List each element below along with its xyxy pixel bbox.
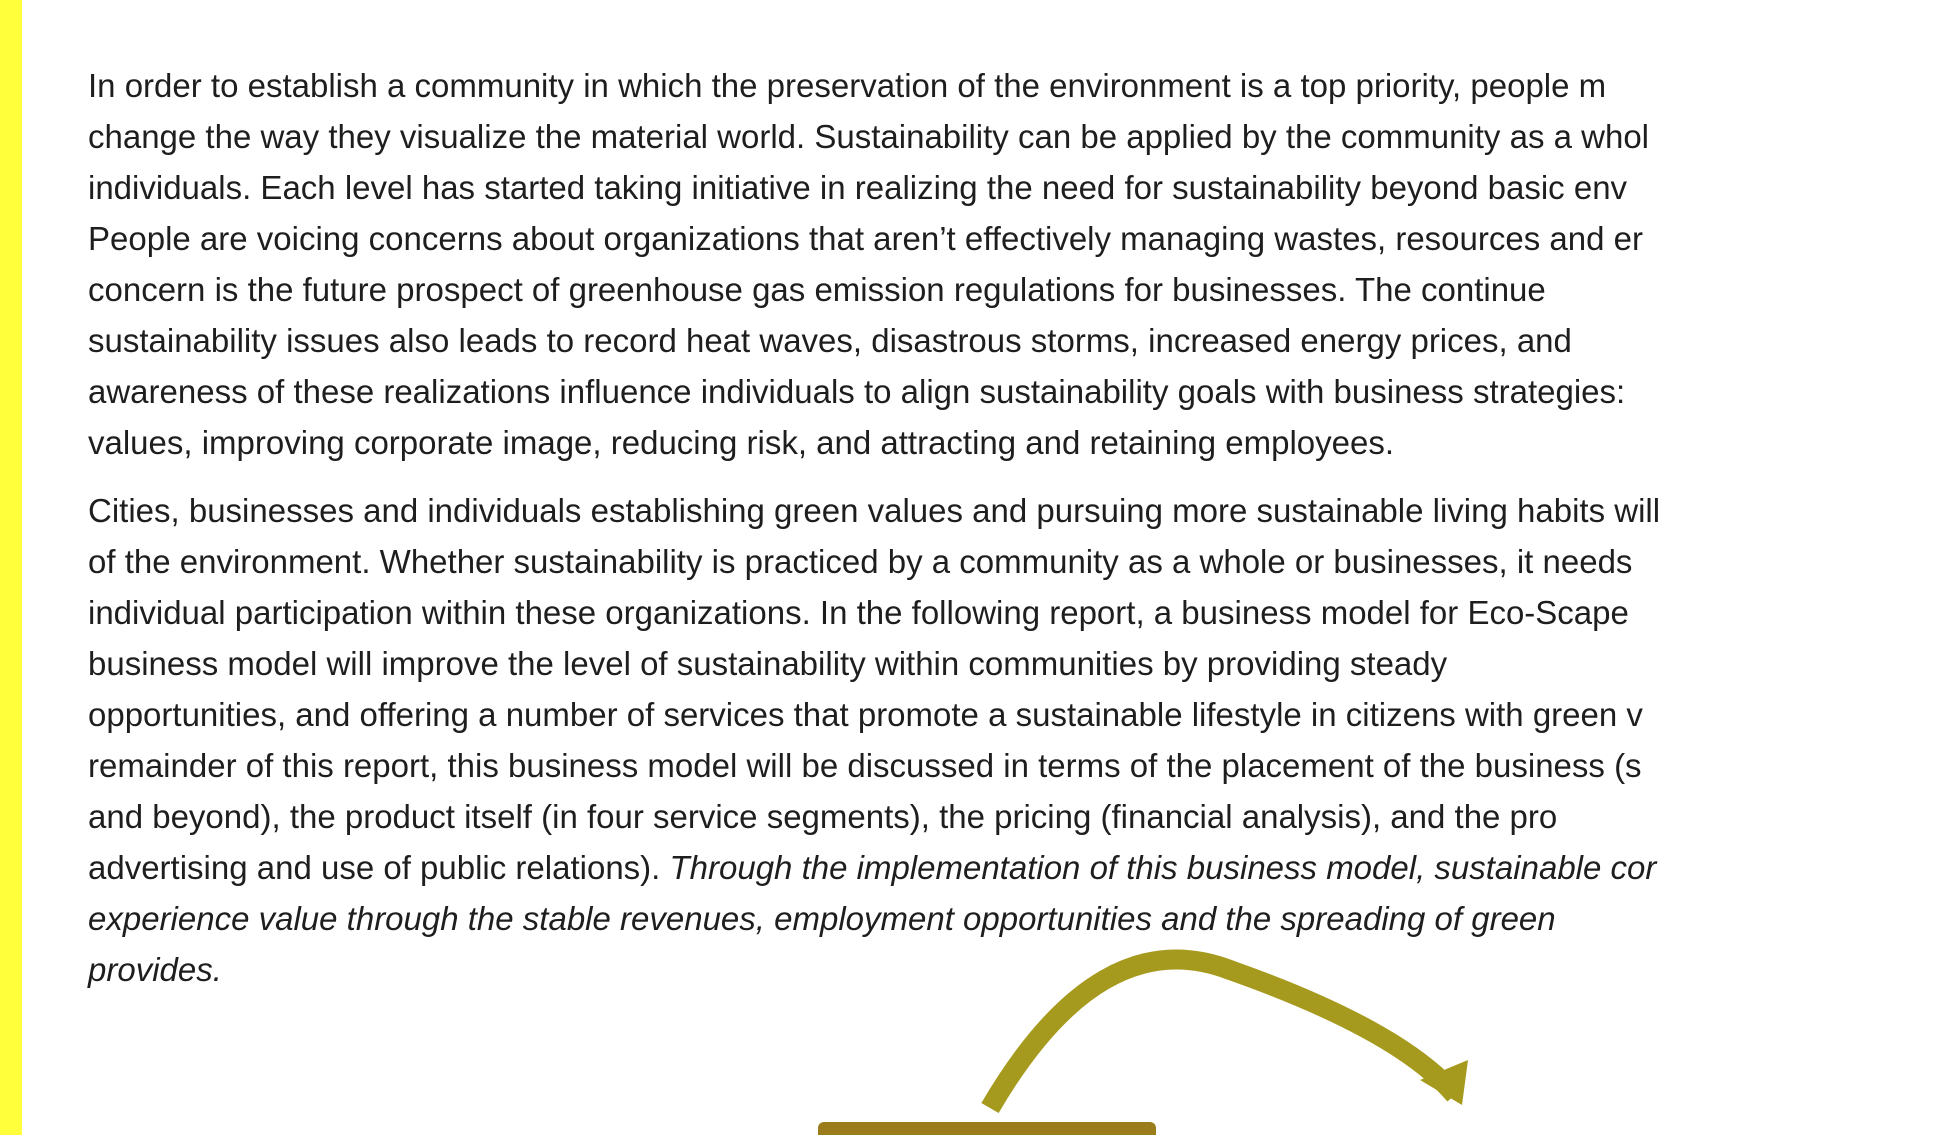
paragraph-2-line-8 bbox=[88, 842, 1951, 893]
paragraph-1-line-8: values, improving corporate image, reducing risk, and attracting and retaining employees. bbox=[88, 424, 1395, 461]
document-body bbox=[88, 60, 1951, 995]
paragraph-2-line-6: remainder of this report, this business model will be discussed in terms of the placement of the business (s bbox=[88, 747, 1642, 784]
arrowhead-icon bbox=[1420, 1060, 1468, 1105]
paragraph-1-line-1: In order to establish a community in which the preservation of the environment is a top priority, people m bbox=[88, 67, 1607, 104]
paragraph-1-line-2: change the way they visualize the material world. Sustainability can be applied by the community as a whol bbox=[88, 118, 1650, 155]
paragraph-2-line-7: and beyond), the product itself (in four service segments), the pricing (financial analysis), and the pro bbox=[88, 798, 1558, 835]
paragraph-1-line-3: individuals. Each level has started taking initiative in realizing the need for sustainability beyond basic env bbox=[88, 169, 1628, 206]
paragraph-2-line-8-italic: Through the implementation of this business model, sustainable cor bbox=[669, 849, 1657, 886]
paragraph-1 bbox=[88, 60, 1951, 468]
paragraph-2-line-1: Cities, businesses and individuals establishing green values and pursuing more sustainable living habits will bbox=[88, 492, 1661, 529]
paragraph-2-italic-line-1: experience value through the stable revenues, employment opportunities and the spreading of green bbox=[88, 900, 1556, 937]
paragraph-2-line-5: opportunities, and offering a number of services that promote a sustainable lifestyle in citizens with green v bbox=[88, 696, 1643, 733]
paragraph-1-line-4: People are voicing concerns about organizations that aren’t effectively managing wastes, resources and er bbox=[88, 220, 1643, 257]
paragraph-1-line-6: sustainability issues also leads to record heat waves, disastrous storms, increased energy prices, and bbox=[88, 322, 1572, 359]
paragraph-2 bbox=[88, 485, 1951, 995]
diagram-box bbox=[818, 1122, 1156, 1135]
paragraph-1-line-5: concern is the future prospect of greenhouse gas emission regulations for businesses. The continue bbox=[88, 271, 1546, 308]
paragraph-2-line-2: of the environment. Whether sustainability is practiced by a community as a whole or businesses, it needs bbox=[88, 543, 1633, 580]
paragraph-1-line-7: awareness of these realizations influence individuals to align sustainability goals with business strategies: bbox=[88, 373, 1626, 410]
paragraph-2-line-8-regular: advertising and use of public relations). bbox=[88, 849, 670, 886]
paragraph-2-italic-line-2: provides. bbox=[88, 951, 222, 988]
paragraph-2-line-3: individual participation within these organizations. In the following report, a business model for Eco-Scape bbox=[88, 594, 1629, 631]
paragraph-2-line-4: business model will improve the level of sustainability within communities by providing steady bbox=[88, 645, 1448, 682]
margin-highlight-bar bbox=[0, 0, 22, 1135]
